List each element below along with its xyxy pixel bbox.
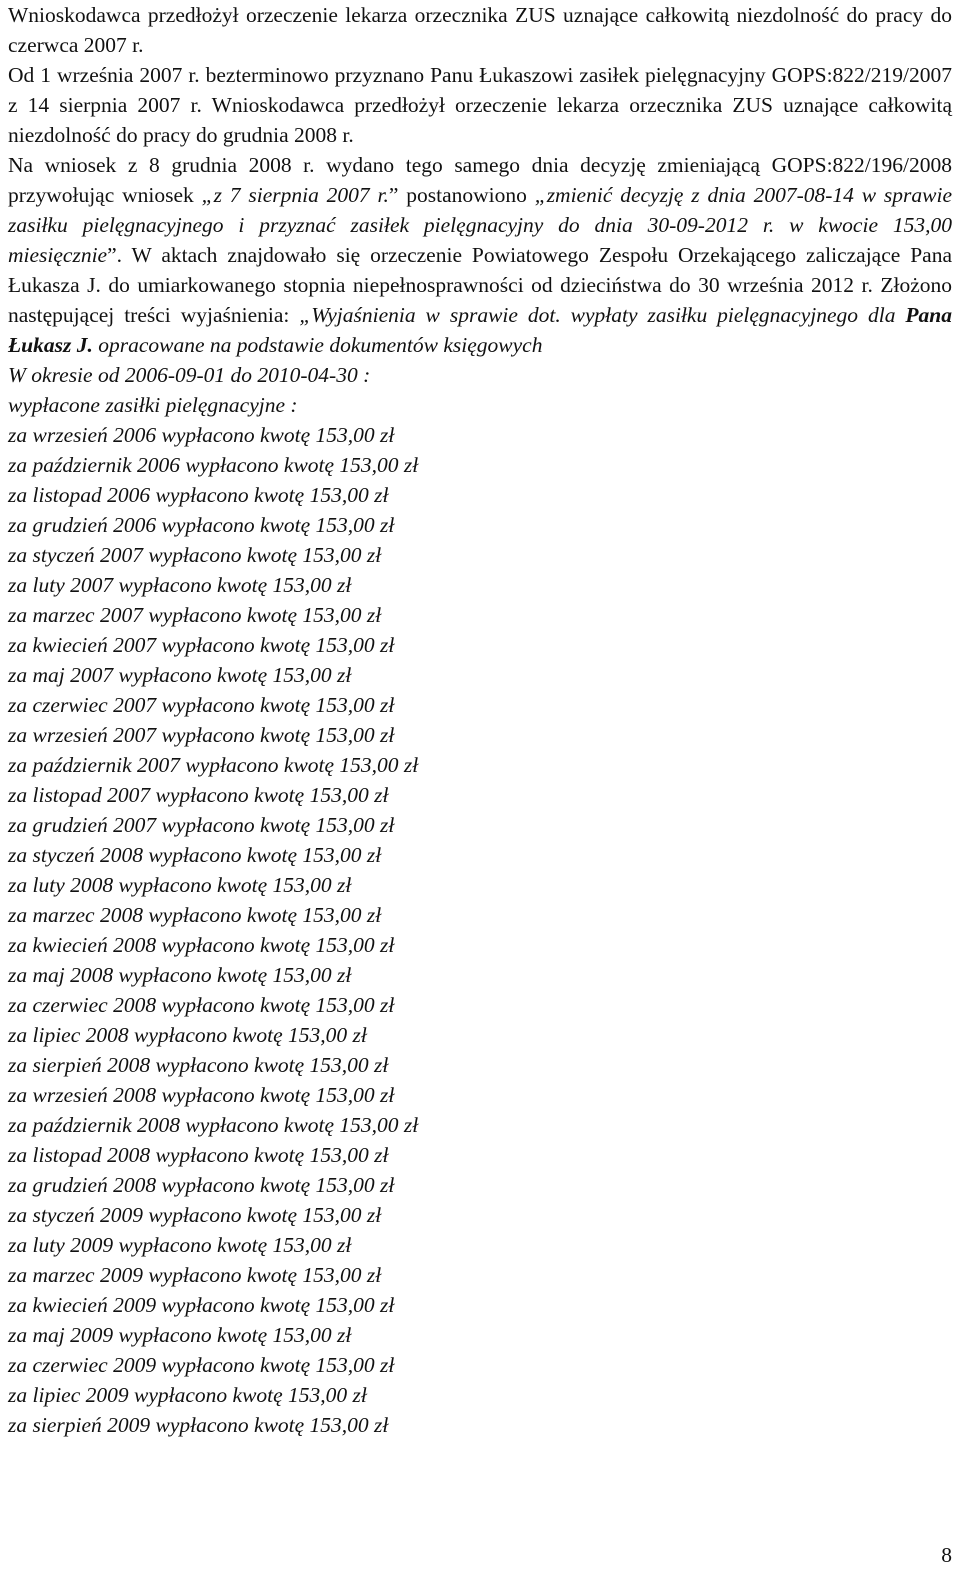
paid-heading: wypłacone zasiłki pielęgnacyjne : — [8, 393, 298, 417]
payment-line: za wrzesień 2007 wypłacono kwotę 153,00 zł — [8, 723, 395, 747]
payment-line: za sierpień 2009 wypłacono kwotę 153,00 zł — [8, 1413, 389, 1437]
payment-line: za październik 2006 wypłacono kwotę 153,00 zł — [8, 453, 419, 477]
payment-line: za czerwiec 2007 wypłacono kwotę 153,00 zł — [8, 693, 395, 717]
payments-list — [8, 420, 952, 1440]
payment-line: za maj 2008 wypłacono kwotę 153,00 zł — [8, 963, 352, 987]
payment-line: za listopad 2008 wypłacono kwotę 153,00 zł — [8, 1143, 389, 1167]
payment-line: za luty 2007 wypłacono kwotę 153,00 zł — [8, 573, 352, 597]
quote-application-date: „z 7 sierpnia 2007 r. — [201, 183, 389, 207]
payment-line: za luty 2008 wypłacono kwotę 153,00 zł — [8, 873, 352, 897]
payment-line: za kwiecień 2007 wypłacono kwotę 153,00 zł — [8, 633, 395, 657]
payment-line: za wrzesień 2006 wypłacono kwotę 153,00 zł — [8, 423, 395, 447]
payment-line: za grudzień 2006 wypłacono kwotę 153,00 zł — [8, 513, 395, 537]
payment-line: za marzec 2009 wypłacono kwotę 153,00 zł — [8, 1263, 382, 1287]
payment-line: za czerwiec 2009 wypłacono kwotę 153,00 zł — [8, 1353, 395, 1377]
paragraph-2-text: Od 1 września 2007 r. bezterminowo przyznano Panu Łukaszowi zasiłek pielęgnacyjny GOPS:822/219/2007 z 14 sierpnia 2007 r. Wnioskodawca przedłożył orzeczenie lekarza orzecznika ZUS uznające całkowitą niezdolność do pracy do grudnia 2008 r. — [8, 63, 952, 147]
payment-line: za wrzesień 2008 wypłacono kwotę 153,00 zł — [8, 1083, 395, 1107]
payment-line: za marzec 2007 wypłacono kwotę 153,00 zł — [8, 603, 382, 627]
payment-line: za październik 2008 wypłacono kwotę 153,00 zł — [8, 1113, 419, 1137]
paragraph-3 — [8, 150, 952, 360]
bold-recipient-name: Pana Łukasz J. — [8, 303, 952, 357]
payment-line: za listopad 2006 wypłacono kwotę 153,00 zł — [8, 483, 389, 507]
payment-line: za lipiec 2009 wypłacono kwotę 153,00 zł — [8, 1383, 367, 1407]
paragraph-3-text-c: ”. W aktach znajdowało się orzeczenie Powiatowego Zespołu Orzekającego zaliczające Pana Łukasza J. do umiarkowanego stopnia niepełnosprawności od dzieciństwa do 30 września 2012 r. Złożono następującej treści wyjaśnienia: — [8, 243, 952, 327]
payment-line: za grudzień 2007 wypłacono kwotę 153,00 zł — [8, 813, 395, 837]
intro-section — [8, 0, 952, 360]
payment-line: za maj 2009 wypłacono kwotę 153,00 zł — [8, 1323, 352, 1347]
payment-line: za styczeń 2009 wypłacono kwotę 153,00 zł — [8, 1203, 382, 1227]
payment-line: za lipiec 2008 wypłacono kwotę 153,00 zł — [8, 1023, 367, 1047]
period-line: W okresie od 2006-09-01 do 2010-04-30 : — [8, 363, 371, 387]
payment-line: za maj 2007 wypłacono kwotę 153,00 zł — [8, 663, 352, 687]
page-number: 8 — [941, 1543, 952, 1567]
payment-line: za marzec 2008 wypłacono kwotę 153,00 zł — [8, 903, 382, 927]
payment-line: za kwiecień 2008 wypłacono kwotę 153,00 zł — [8, 933, 395, 957]
payment-line: za grudzień 2008 wypłacono kwotę 153,00 zł — [8, 1173, 395, 1197]
document-page — [8, 0, 952, 1440]
payment-line: za kwiecień 2009 wypłacono kwotę 153,00 zł — [8, 1293, 395, 1317]
paragraph-1: Wnioskodawca przedłożył orzeczenie lekarza orzecznika ZUS uznające całkowitą niezdolność do pracy do czerwca 2007 r. — [8, 3, 952, 57]
payment-line: za styczeń 2007 wypłacono kwotę 153,00 zł — [8, 543, 382, 567]
payment-line: za styczeń 2008 wypłacono kwotę 153,00 zł — [8, 843, 382, 867]
payment-line: za luty 2009 wypłacono kwotę 153,00 zł — [8, 1233, 352, 1257]
quote-explanation: „Wyjaśnienia w sprawie dot. wypłaty zasiłku pielęgnacyjnego dla — [299, 303, 906, 327]
paragraph-3-text-b: ” postanowiono — [388, 183, 535, 207]
payment-line: za listopad 2007 wypłacono kwotę 153,00 zł — [8, 783, 389, 807]
paragraph-3-text-d: opracowane na podstawie dokumentów księgowych — [92, 333, 543, 357]
quote-decision-change: „zmienić decyzję z dnia 2007-08-14 w sprawie zasiłku pielęgnacyjnego i przyznać zasiłek pielęgnacyjny do dnia 30-09-2012 r. w kwocie 153,00 miesięcznie — [8, 183, 952, 267]
paragraph-3-text-a: Na wniosek z 8 grudnia 2008 r. wydano tego samego dnia decyzję zmieniającą GOPS:822/196/2008 przywołując wniosek — [8, 153, 952, 207]
paragraph-2 — [8, 60, 952, 150]
payment-line: za sierpień 2008 wypłacono kwotę 153,00 zł — [8, 1053, 389, 1077]
payment-line: za czerwiec 2008 wypłacono kwotę 153,00 zł — [8, 993, 395, 1017]
payment-line: za październik 2007 wypłacono kwotę 153,00 zł — [8, 753, 419, 777]
